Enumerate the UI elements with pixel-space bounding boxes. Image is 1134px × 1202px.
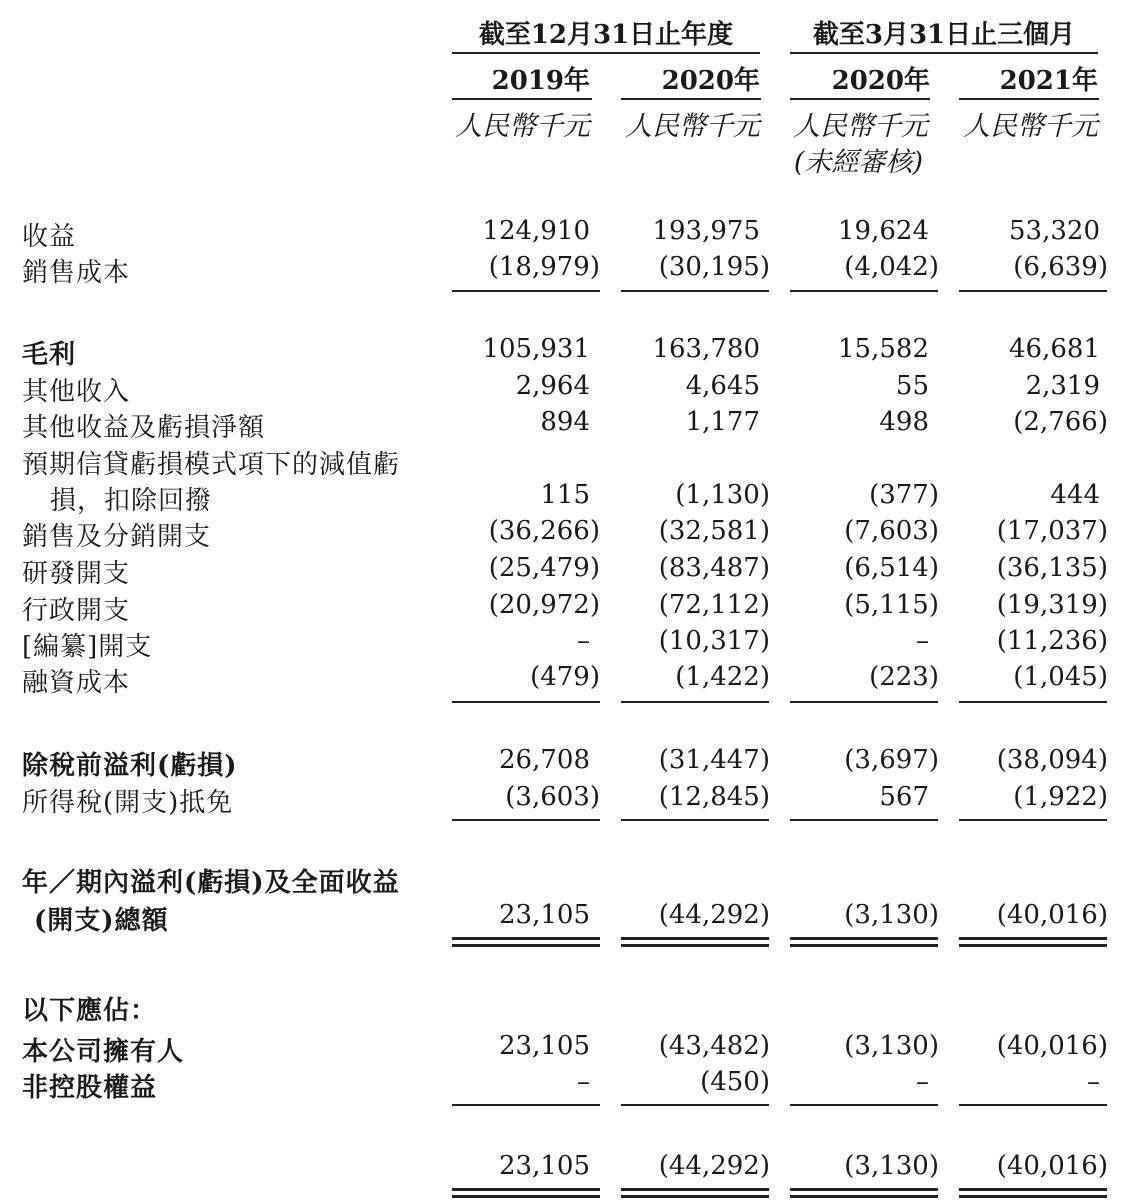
cell: (1,922) bbox=[1013, 782, 1108, 812]
cell: 19,624 bbox=[838, 216, 929, 246]
row-label-non-controlling: 非控股權益 bbox=[22, 1073, 158, 1103]
cell: (43,482) bbox=[658, 1031, 770, 1061]
cell: (10,317) bbox=[658, 626, 770, 656]
cell: (11,236) bbox=[996, 626, 1108, 656]
total-double-rule-bottom bbox=[790, 1195, 938, 1198]
cell: (12,845) bbox=[658, 782, 770, 812]
subtotal-rule bbox=[452, 819, 600, 821]
year-header-4: 2021年 bbox=[999, 66, 1098, 96]
row-label-finance-costs: 融資成本 bbox=[22, 668, 131, 698]
cell: – bbox=[916, 626, 929, 656]
row-label-cost-of-sales: 銷售成本 bbox=[22, 258, 131, 288]
cell: (36,135) bbox=[996, 553, 1108, 583]
subtotal-rule bbox=[790, 819, 938, 821]
cell: (38,094) bbox=[996, 745, 1108, 775]
total-double-rule-top bbox=[790, 1188, 938, 1191]
total-double-rule-top bbox=[790, 937, 938, 940]
subtotal-rule bbox=[452, 290, 600, 292]
cell: (40,016) bbox=[996, 900, 1108, 930]
cell: 444 bbox=[1050, 480, 1100, 510]
cell: (2,766) bbox=[1013, 407, 1108, 437]
total-double-rule-bottom bbox=[959, 944, 1107, 947]
subtotal-rule bbox=[621, 819, 769, 821]
total-double-rule-top bbox=[452, 937, 600, 940]
row-label-gross-profit: 毛利 bbox=[22, 340, 77, 370]
year-header-1: 2019年 bbox=[491, 66, 590, 96]
row-label-income-tax: 所得稅(開支)抵免 bbox=[22, 788, 234, 818]
cell: 163,780 bbox=[652, 334, 760, 364]
subtotal-rule bbox=[959, 290, 1107, 292]
cell: (40,016) bbox=[996, 1151, 1108, 1181]
header-group-quarter: 截至3月31日止三個月 bbox=[812, 20, 1076, 50]
cell: 23,105 bbox=[499, 1151, 590, 1181]
cell: (44,292) bbox=[658, 1151, 770, 1181]
subtotal-rule bbox=[452, 701, 600, 703]
year-rule-3 bbox=[790, 98, 930, 100]
row-label-profit-before-tax: 除稅前溢利(虧損) bbox=[22, 751, 238, 781]
row-label-total-comprehensive-2: (開支)總額 bbox=[34, 906, 169, 936]
year-header-2: 2020年 bbox=[661, 66, 760, 96]
subtotal-rule bbox=[621, 1104, 769, 1106]
cell: (72,112) bbox=[658, 590, 770, 620]
cell: (3,130) bbox=[844, 1031, 939, 1061]
cell: (479) bbox=[530, 662, 600, 692]
cell: 23,105 bbox=[499, 900, 590, 930]
row-label-ecl-1: 預期信貸虧損模式項下的減值虧 bbox=[22, 450, 401, 480]
cell: (19,319) bbox=[996, 590, 1108, 620]
row-label-owners: 本公司擁有人 bbox=[22, 1037, 185, 1067]
cell: (4,042) bbox=[844, 252, 939, 282]
total-double-rule-bottom bbox=[621, 1195, 769, 1198]
cell: (20,972) bbox=[488, 590, 600, 620]
total-double-rule-top bbox=[621, 937, 769, 940]
unaudited-note: (未經審核) bbox=[793, 147, 923, 178]
total-double-rule-bottom bbox=[790, 944, 938, 947]
cell: 1,177 bbox=[685, 407, 760, 437]
cell: (6,514) bbox=[844, 553, 939, 583]
cell: 15,582 bbox=[838, 334, 929, 364]
cell: 4,645 bbox=[685, 371, 760, 401]
cell: 2,319 bbox=[1025, 371, 1100, 401]
row-label-other-income: 其他收入 bbox=[22, 377, 131, 407]
row-label-other-gains: 其他收益及虧損淨額 bbox=[22, 413, 266, 443]
cell: (450) bbox=[700, 1067, 770, 1097]
cell: (25,479) bbox=[488, 553, 600, 583]
cell: (31,447) bbox=[658, 745, 770, 775]
cell: (3,130) bbox=[844, 1151, 939, 1181]
row-label-attributable-to: 以下應佔： bbox=[22, 996, 158, 1026]
cell: (1,045) bbox=[1013, 662, 1108, 692]
cell: (32,581) bbox=[658, 516, 770, 546]
subtotal-rule bbox=[790, 290, 938, 292]
row-label-ecl-2: 損，扣除回撥 bbox=[50, 486, 213, 516]
cell: (5,115) bbox=[844, 590, 939, 620]
cell: (377) bbox=[869, 480, 939, 510]
cell: 124,910 bbox=[482, 216, 590, 246]
cell: 115 bbox=[540, 480, 590, 510]
cell: (17,037) bbox=[996, 516, 1108, 546]
year-rule-1 bbox=[452, 98, 592, 100]
cell: (83,487) bbox=[658, 553, 770, 583]
cell: 894 bbox=[540, 407, 590, 437]
subtotal-rule bbox=[959, 819, 1107, 821]
subtotal-rule bbox=[621, 290, 769, 292]
cell: (6,639) bbox=[1013, 252, 1108, 282]
cell: 193,975 bbox=[652, 216, 760, 246]
unit-label-2: 人民幣千元 bbox=[625, 111, 760, 142]
year-rule-2 bbox=[621, 98, 761, 100]
cell: (40,016) bbox=[996, 1031, 1108, 1061]
cell: 498 bbox=[879, 407, 929, 437]
unit-label-1: 人民幣千元 bbox=[455, 111, 590, 142]
row-label-total-comprehensive-1: 年／期內溢利(虧損)及全面收益 bbox=[22, 868, 400, 898]
cell: – bbox=[916, 1067, 929, 1097]
header-group-quarter-rule bbox=[790, 52, 1098, 54]
row-label-revenue: 收益 bbox=[22, 222, 77, 252]
header-group-year: 截至12月31日止年度 bbox=[478, 20, 734, 50]
total-double-rule-bottom bbox=[621, 944, 769, 947]
cell: 26,708 bbox=[499, 745, 590, 775]
unit-label-4: 人民幣千元 bbox=[963, 111, 1098, 142]
subtotal-rule bbox=[959, 1104, 1107, 1106]
cell: (44,292) bbox=[658, 900, 770, 930]
cell: (36,266) bbox=[488, 516, 600, 546]
year-rule-4 bbox=[959, 98, 1099, 100]
cell: 55 bbox=[895, 371, 929, 401]
cell: (30,195) bbox=[658, 252, 770, 282]
cell: 46,681 bbox=[1009, 334, 1100, 364]
cell: – bbox=[1087, 1067, 1100, 1097]
row-label-selling-expenses: 銷售及分銷開支 bbox=[22, 522, 212, 552]
cell: (7,603) bbox=[844, 516, 939, 546]
total-double-rule-bottom bbox=[452, 1195, 600, 1198]
cell: 53,320 bbox=[1009, 216, 1100, 246]
cell: (1,130) bbox=[675, 480, 770, 510]
total-double-rule-top bbox=[621, 1188, 769, 1191]
row-label-rd-expenses: 研發開支 bbox=[22, 559, 131, 589]
cell: (223) bbox=[869, 662, 939, 692]
cell: (3,130) bbox=[844, 900, 939, 930]
cell: – bbox=[577, 626, 590, 656]
cell: (18,979) bbox=[488, 252, 600, 282]
cell: 2,964 bbox=[515, 371, 590, 401]
total-double-rule-top bbox=[452, 1188, 600, 1191]
row-label-admin-expenses: 行政開支 bbox=[22, 596, 131, 626]
header-group-year-rule bbox=[452, 52, 760, 54]
cell: – bbox=[577, 1067, 590, 1097]
subtotal-rule bbox=[790, 1104, 938, 1106]
cell: (3,697) bbox=[844, 745, 939, 775]
cell: 105,931 bbox=[482, 334, 590, 364]
cell: (3,603) bbox=[505, 782, 600, 812]
cell: 23,105 bbox=[499, 1031, 590, 1061]
subtotal-rule bbox=[621, 701, 769, 703]
total-double-rule-top bbox=[959, 937, 1107, 940]
total-double-rule-top bbox=[959, 1188, 1107, 1191]
year-header-3: 2020年 bbox=[831, 66, 930, 96]
cell: (1,422) bbox=[675, 662, 770, 692]
unit-label-3: 人民幣千元 bbox=[793, 111, 928, 142]
subtotal-rule bbox=[790, 701, 938, 703]
cell: 567 bbox=[879, 782, 929, 812]
total-double-rule-bottom bbox=[959, 1195, 1107, 1198]
subtotal-rule bbox=[959, 701, 1107, 703]
row-label-listing-expenses: [編纂]開支 bbox=[22, 632, 153, 662]
subtotal-rule bbox=[452, 1104, 600, 1106]
total-double-rule-bottom bbox=[452, 944, 600, 947]
